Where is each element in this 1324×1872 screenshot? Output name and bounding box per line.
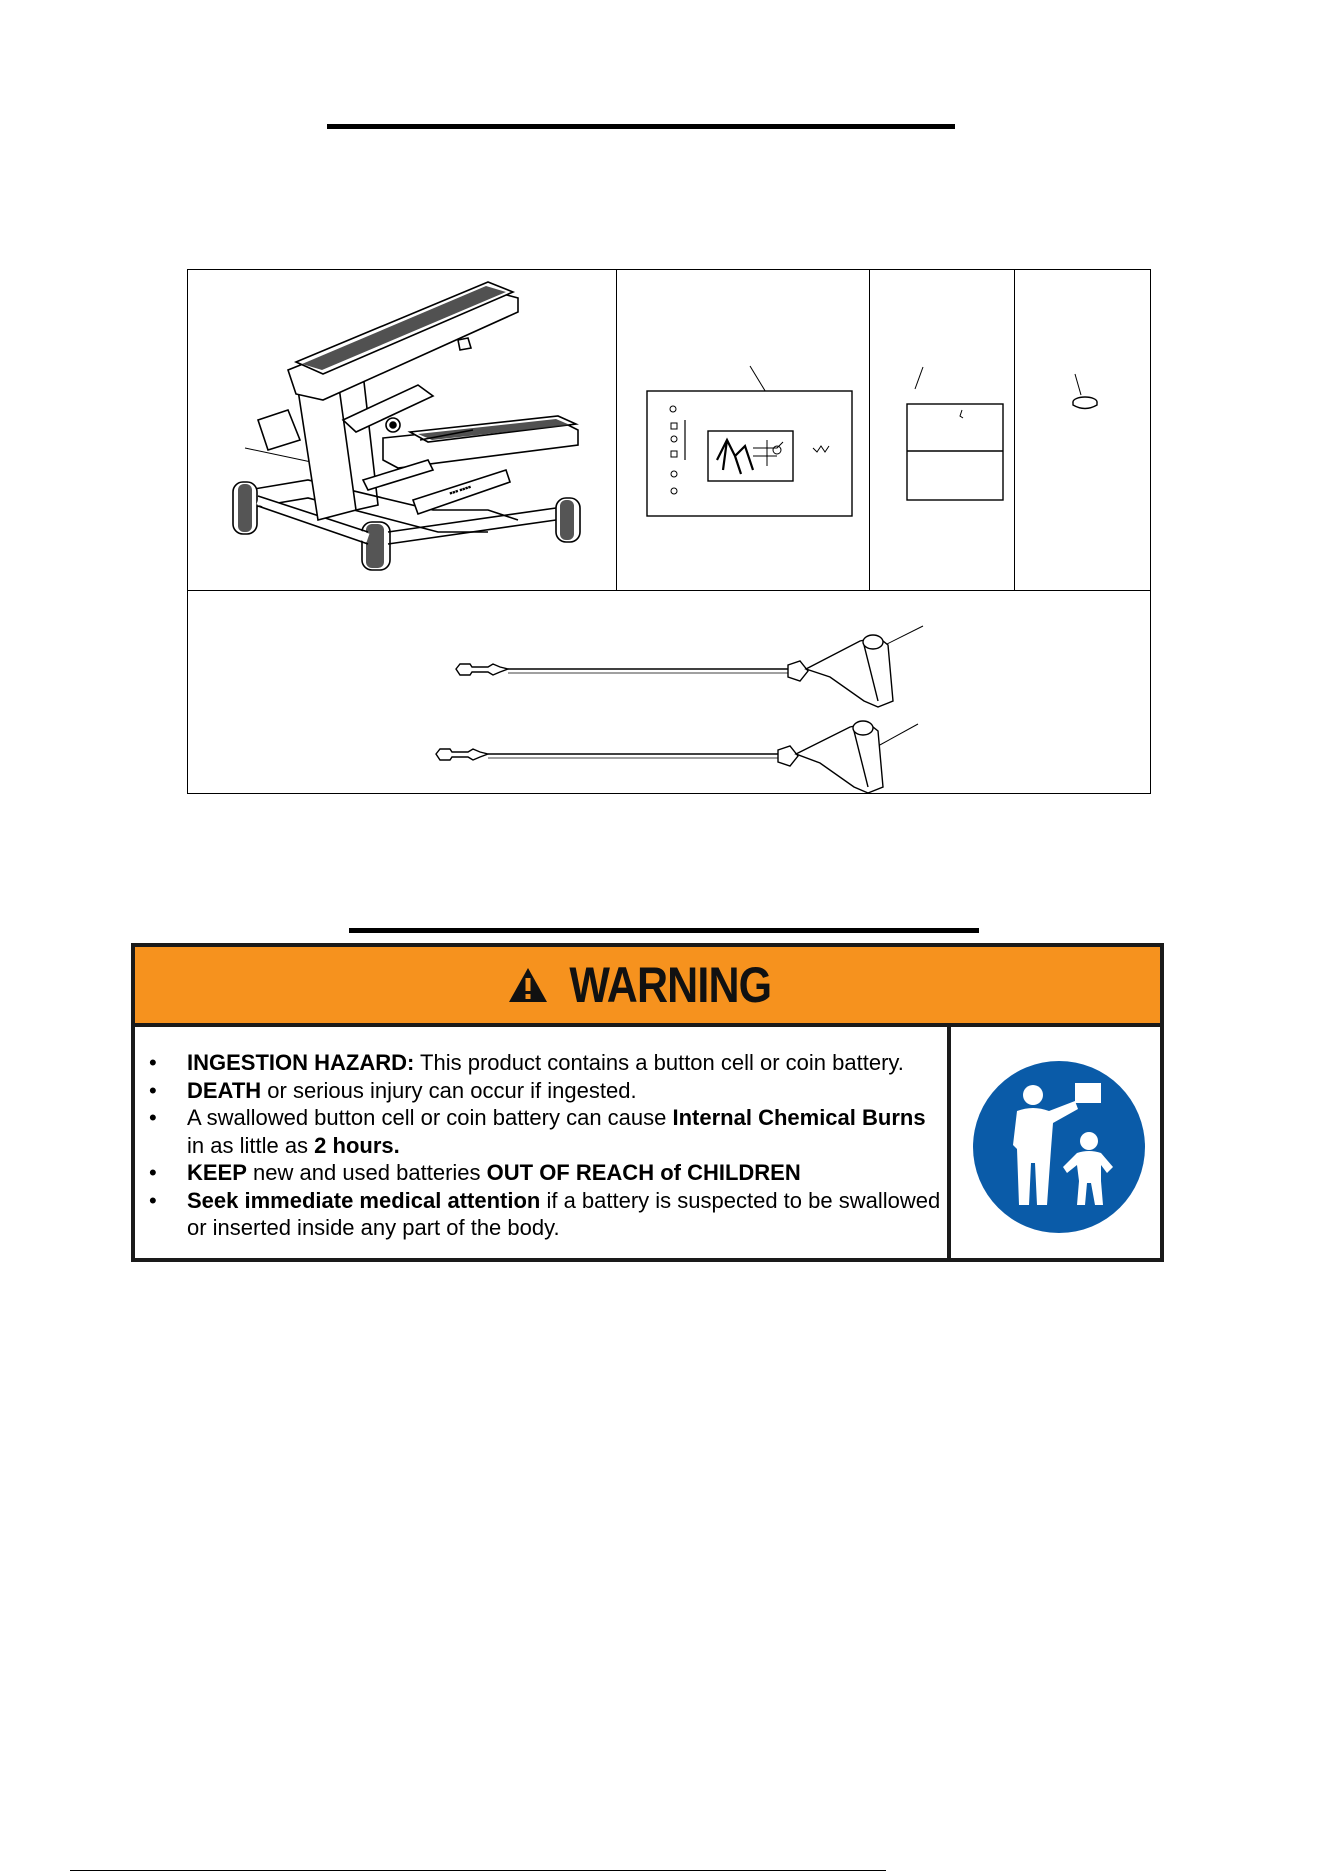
warning-item-emphasis: KEEP [187, 1160, 247, 1185]
warning-item-text: A swallowed button cell or coin battery can cause [187, 1105, 673, 1130]
warning-item-emphasis: OUT OF REACH of CHILDREN [486, 1160, 801, 1185]
manual-illustration [617, 270, 870, 590]
warning-item-emphasis: INGESTION HAZARD: [187, 1050, 415, 1075]
warning-item [143, 1159, 947, 1187]
warning-item [143, 1077, 947, 1105]
warning-item [143, 1049, 947, 1077]
keep-away-from-children-icon [971, 1059, 1147, 1235]
warning-item-emphasis: Seek immediate medical attention [187, 1187, 541, 1213]
warning-item-text: in as little as [187, 1132, 315, 1158]
battery-illustration [1015, 270, 1150, 590]
battery-warning-box [131, 943, 1164, 1262]
warning-item-text: This product contains a button cell or coin battery. [414, 1050, 904, 1075]
warning-body [135, 1027, 951, 1258]
parts-inventory-box [187, 269, 1151, 794]
stepper-illustration [188, 270, 617, 590]
section-heading-rule [327, 124, 955, 129]
warning-item [143, 1187, 947, 1242]
warning-item [143, 1104, 947, 1159]
warning-item-text: or serious injury can occur if ingested. [261, 1077, 637, 1103]
warning-icon-panel [955, 1027, 1160, 1258]
warning-header [135, 947, 1160, 1027]
card-illustration [870, 270, 1015, 590]
warning-item-emphasis: DEATH [187, 1077, 262, 1103]
warning-list [143, 1049, 947, 1242]
resistance-bands-illustration [188, 590, 1150, 793]
warning-item-text: if a battery is suspected to be swallowed or inserted inside any part of the body. [187, 1187, 941, 1240]
footer-rule [70, 1870, 886, 1871]
warning-item-text: new and used batteries [246, 1160, 487, 1185]
warning-title: WARNING [569, 957, 772, 1013]
warning-item-emphasis: 2 hours. [314, 1132, 400, 1158]
warning-item-emphasis: Internal Chemical Burns [672, 1105, 926, 1130]
svg-text:■■■ ■■■■: ■■■ ■■■■ [448, 484, 473, 497]
section-heading-rule [349, 928, 979, 933]
warning-triangle-icon [507, 966, 549, 1004]
